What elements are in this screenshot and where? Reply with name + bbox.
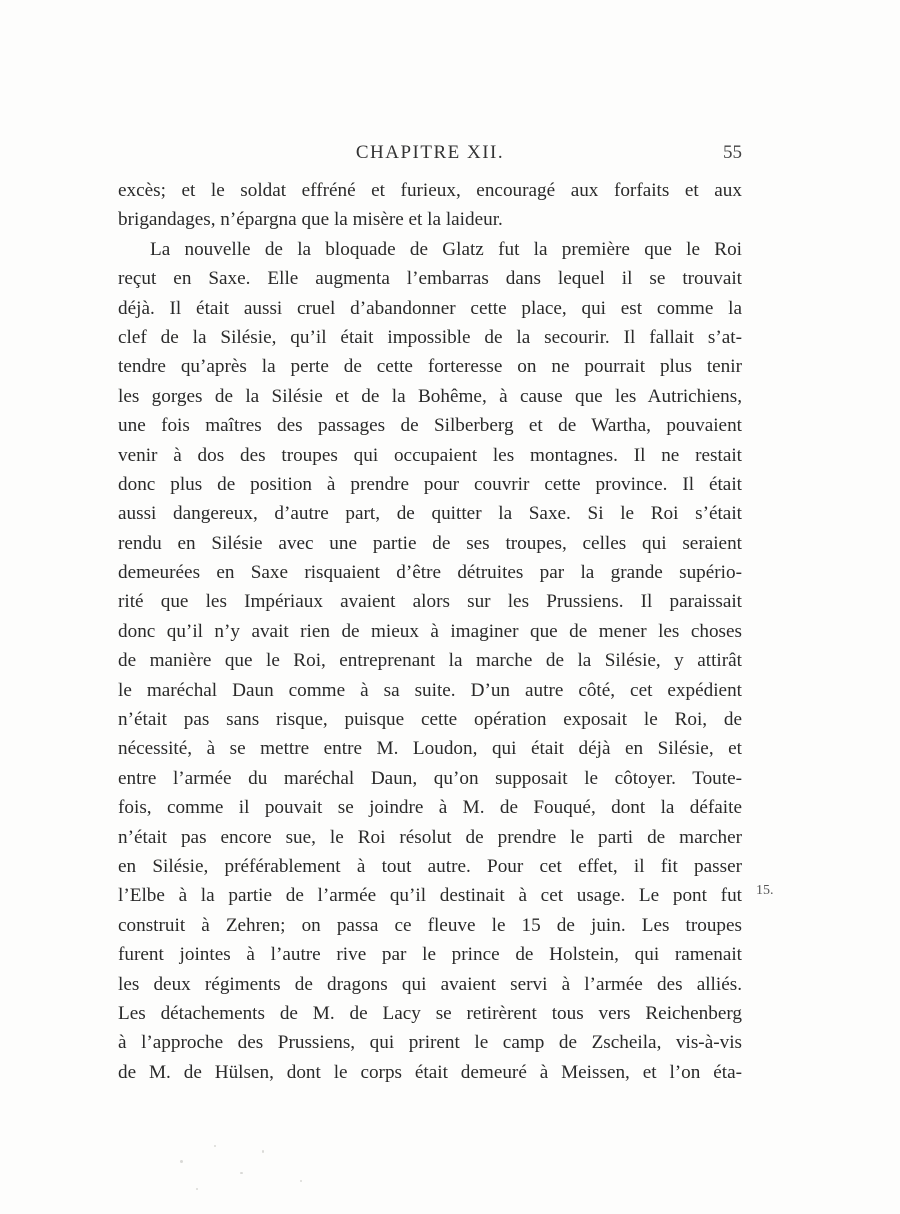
text-line: aussi dangereux, d’autre part, de quitter la Saxe. Si le Roi s’était — [118, 503, 742, 525]
text-line: donc plus de position à prendre pour couvrir cette province. Il était — [118, 473, 742, 495]
text-line: reçut en Saxe. Elle augmenta l’embarras dans lequel il se trouvait — [118, 268, 742, 290]
paper-speck — [196, 1188, 198, 1190]
text-line: les gorges de la Silésie et de la Bohême, à cause que les Autrichiens, — [118, 385, 742, 407]
margin-date-note: 15. — [756, 883, 774, 898]
text-line: les deux régiments de dragons qui avaient servi à l’armée des alliés. — [118, 973, 742, 995]
text-line: n’était pas sans risque, puisque cette opération exposait le Roi, de — [118, 709, 742, 731]
paper-speck — [214, 1145, 216, 1147]
chapter-title: CHAPITRE XII. — [355, 142, 505, 163]
text-line: nécessité, à se mettre entre M. Loudon, qui était déjà en Silésie, et — [118, 738, 742, 760]
text-line: donc qu’il n’y avait rien de mieux à imaginer que de mener les choses — [118, 620, 742, 642]
text-line: à l’approche des Prussiens, qui prirent le camp de Zscheila, vis-à-vis — [118, 1032, 742, 1054]
text-line: construit à Zehren; on passa ce fleuve le 15 de juin. Les troupes — [118, 914, 742, 936]
text-line: clef de la Silésie, qu’il était impossible de la secourir. Il fallait s’at- — [118, 326, 742, 348]
text-line: de M. de Hülsen, dont le corps était demeuré à Meissen, et l’on éta- — [118, 1061, 742, 1083]
body-text — [118, 176, 742, 1087]
text-line: rité que les Impériaux avaient alors sur les Prussiens. Il paraissait — [118, 591, 742, 613]
running-head — [118, 142, 742, 168]
paper-speck — [240, 1172, 243, 1174]
paper-speck — [262, 1150, 264, 1153]
text-line: venir à dos des troupes qui occupaient les montagnes. Il ne restait — [118, 444, 742, 466]
text-line: l’Elbe à la partie de l’armée qu’il destinait à cet usage. Le pont fut — [118, 885, 742, 907]
text-line: brigandages, n’épargna que la misère et la laideur. — [118, 209, 503, 231]
text-line: déjà. Il était aussi cruel d’abandonner cette place, qui est comme la — [118, 297, 742, 319]
paper-speck — [180, 1160, 183, 1163]
text-line: de manière que le Roi, entreprenant la marche de la Silésie, y attirât — [118, 650, 742, 672]
text-line: en Silésie, préférablement à tout autre. Pour cet effet, il fit passer — [118, 855, 742, 877]
text-line: n’était pas encore sue, le Roi résolut de prendre le parti de marcher — [118, 826, 742, 848]
text-line: fois, comme il pouvait se joindre à M. de Fouqué, dont la défaite — [118, 797, 742, 819]
page-number: 55 — [723, 142, 742, 163]
text-line: une fois maîtres des passages de Silberberg et de Wartha, pouvaient — [118, 415, 742, 437]
paper-speck — [300, 1180, 302, 1182]
text-line: le maréchal Daun comme à sa suite. D’un autre côté, cet expédient — [118, 679, 742, 701]
text-line: Les détachements de M. de Lacy se retirèrent tous vers Reichenberg — [118, 1002, 742, 1024]
text-line: rendu en Silésie avec une partie de ses troupes, celles qui seraient — [118, 532, 742, 554]
text-line: La nouvelle de la bloquade de Glatz fut la première que le Roi — [150, 238, 742, 260]
text-line: entre l’armée du maréchal Daun, qu’on supposait le côtoyer. Toute- — [118, 767, 742, 789]
text-line: demeurées en Saxe risquaient d’être détruites par la grande supério- — [118, 562, 742, 584]
text-line: tendre qu’après la perte de cette forteresse on ne pourrait plus tenir — [118, 356, 742, 378]
text-line: excès; et le soldat effréné et furieux, encouragé aux forfaits et aux — [118, 180, 742, 201]
text-line: furent jointes à l’autre rive par le prince de Holstein, qui ramenait — [118, 944, 742, 966]
